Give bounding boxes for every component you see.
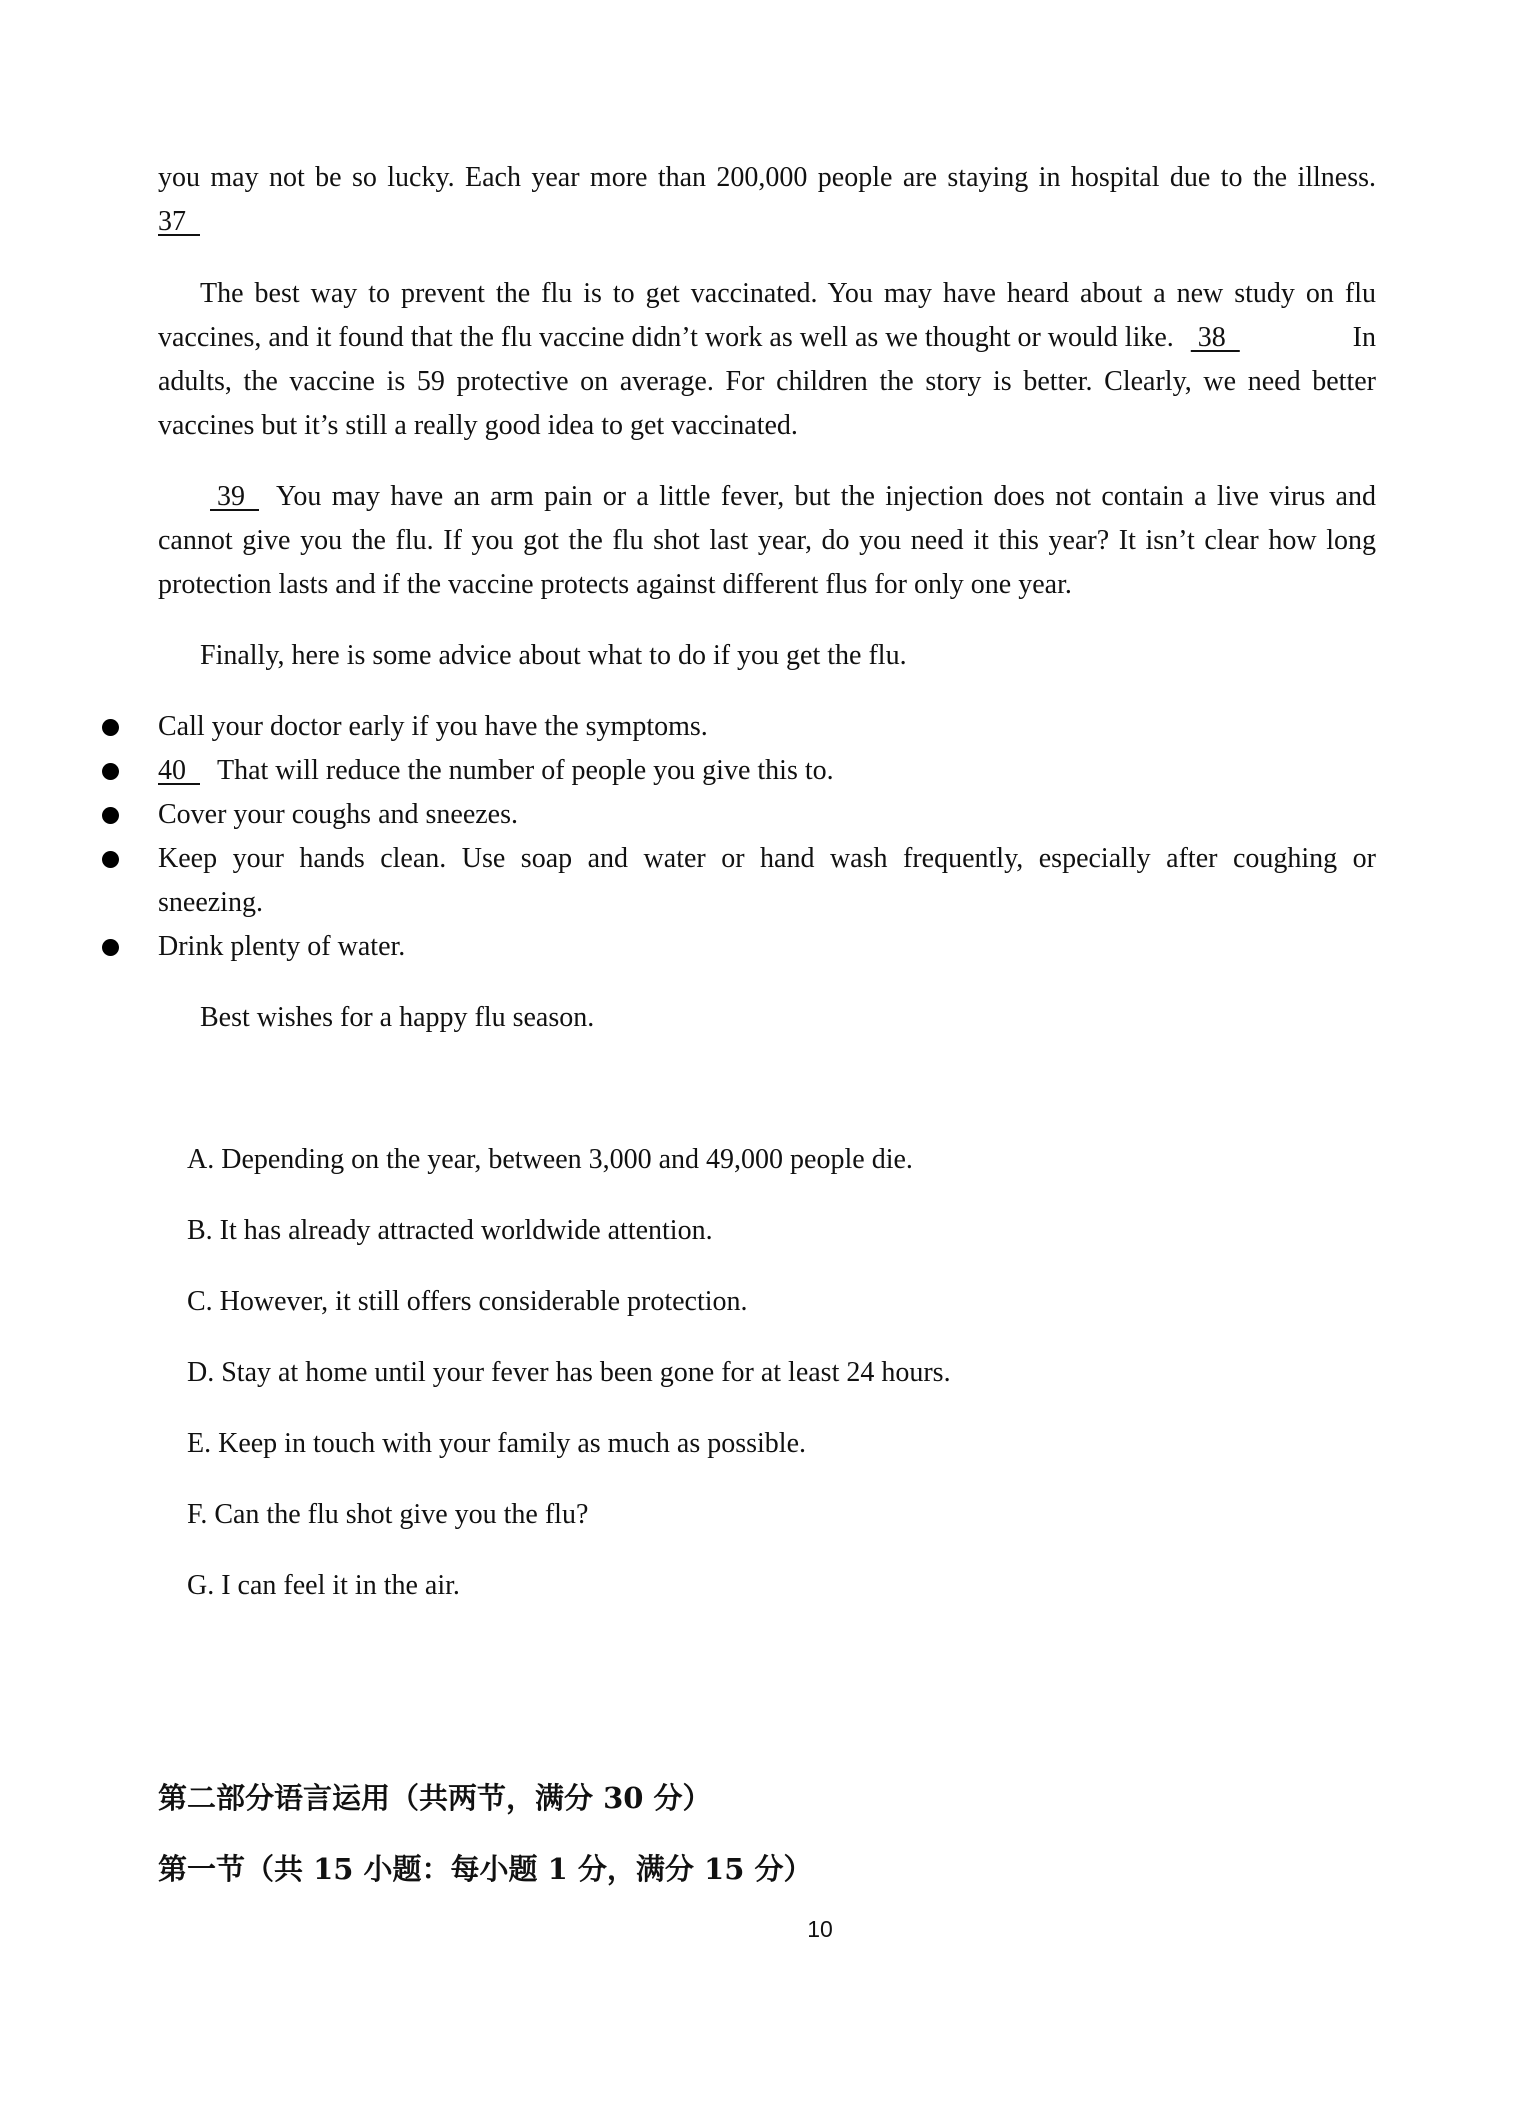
answer-option-e: E. Keep in touch with your family as much as possible.	[187, 1428, 806, 1459]
blank-40: 40	[158, 755, 200, 786]
bullet-icon	[102, 763, 119, 780]
list-item-text	[158, 749, 1376, 793]
passage-line	[158, 404, 1376, 448]
blank-39: 39	[210, 481, 259, 512]
passage-text: vaccines, and it found that the flu vaccine didn’t work as well as we thought or would like.	[158, 322, 1174, 353]
passage-text: Finally, here is some advice about what to do if you get the flu.	[200, 640, 907, 671]
list-item-text: Drink plenty of water.	[158, 931, 406, 962]
passage-text: adults, the vaccine is 59 protective on average. For children the story is better. Clearly, we need better	[158, 366, 1376, 397]
list-item-text: That will reduce the number of people you give this to.	[217, 755, 834, 786]
passage-line	[200, 996, 1418, 1040]
answer-option-b: B. It has already attracted worldwide attention.	[187, 1215, 713, 1246]
passage-text: You may have an arm pain or a little fever, but the injection does not contain a live virus and	[276, 481, 1376, 512]
passage-line	[200, 634, 1418, 678]
passage-line	[200, 272, 1376, 316]
list-item-text: Keep your hands clean. Use soap and water or hand wash frequently, especially after coughing or	[158, 843, 1376, 874]
passage-text: The best way to prevent the flu is to get vaccinated. You may have heard about a new study on flu	[200, 278, 1376, 309]
passage-line	[158, 316, 1376, 360]
list-item-text: sneezing.	[158, 887, 263, 918]
answer-option-f: F. Can the flu shot give you the flu?	[187, 1499, 589, 1530]
section-title: 第一节（共 15 小题：每小题 1 分，满分 15 分）	[158, 1852, 813, 1886]
part-title: 第二部分语言运用（共两节，满分 30 分）	[158, 1781, 712, 1815]
passage-text: cannot give you the flu. If you got the flu shot last year, do you need it this year? It isn’t clear how long	[158, 525, 1376, 556]
bullet-icon	[102, 851, 119, 868]
answer-option-c: C. However, it still offers considerable protection.	[187, 1286, 748, 1317]
list-item-text: Call your doctor early if you have the symptoms.	[158, 711, 708, 742]
bullet-icon	[102, 807, 119, 824]
blank-38: 38	[1190, 322, 1240, 353]
closing-text: Best wishes for a happy flu season.	[200, 1002, 595, 1033]
answer-option-g: G. I can feel it in the air.	[187, 1570, 460, 1601]
answer-option-a: A. Depending on the year, between 3,000 and 49,000 people die.	[187, 1144, 913, 1175]
blank-37: 37	[158, 206, 200, 237]
passage-line	[158, 519, 1376, 563]
answer-option-d: D. Stay at home until your fever has been gone for at least 24 hours.	[187, 1357, 951, 1388]
passage-line	[158, 360, 1376, 404]
passage-line	[210, 475, 1376, 519]
passage-text: protection lasts and if the vaccine protects against different flus for only one year.	[158, 569, 1072, 600]
passage-line	[158, 156, 1376, 200]
bullet-icon	[102, 939, 119, 956]
passage-text: In	[1352, 322, 1376, 353]
passage-text: you may not be so lucky. Each year more than 200,000 people are staying in hospital due to the illness.	[158, 162, 1376, 193]
passage-line	[158, 563, 1376, 607]
passage-text: vaccines but it’s still a really good idea to get vaccinated.	[158, 410, 798, 441]
passage-line	[158, 200, 1376, 244]
bullet-icon	[102, 719, 119, 736]
list-item-text: Cover your coughs and sneezes.	[158, 799, 519, 830]
page-number: 10	[807, 1916, 833, 1942]
